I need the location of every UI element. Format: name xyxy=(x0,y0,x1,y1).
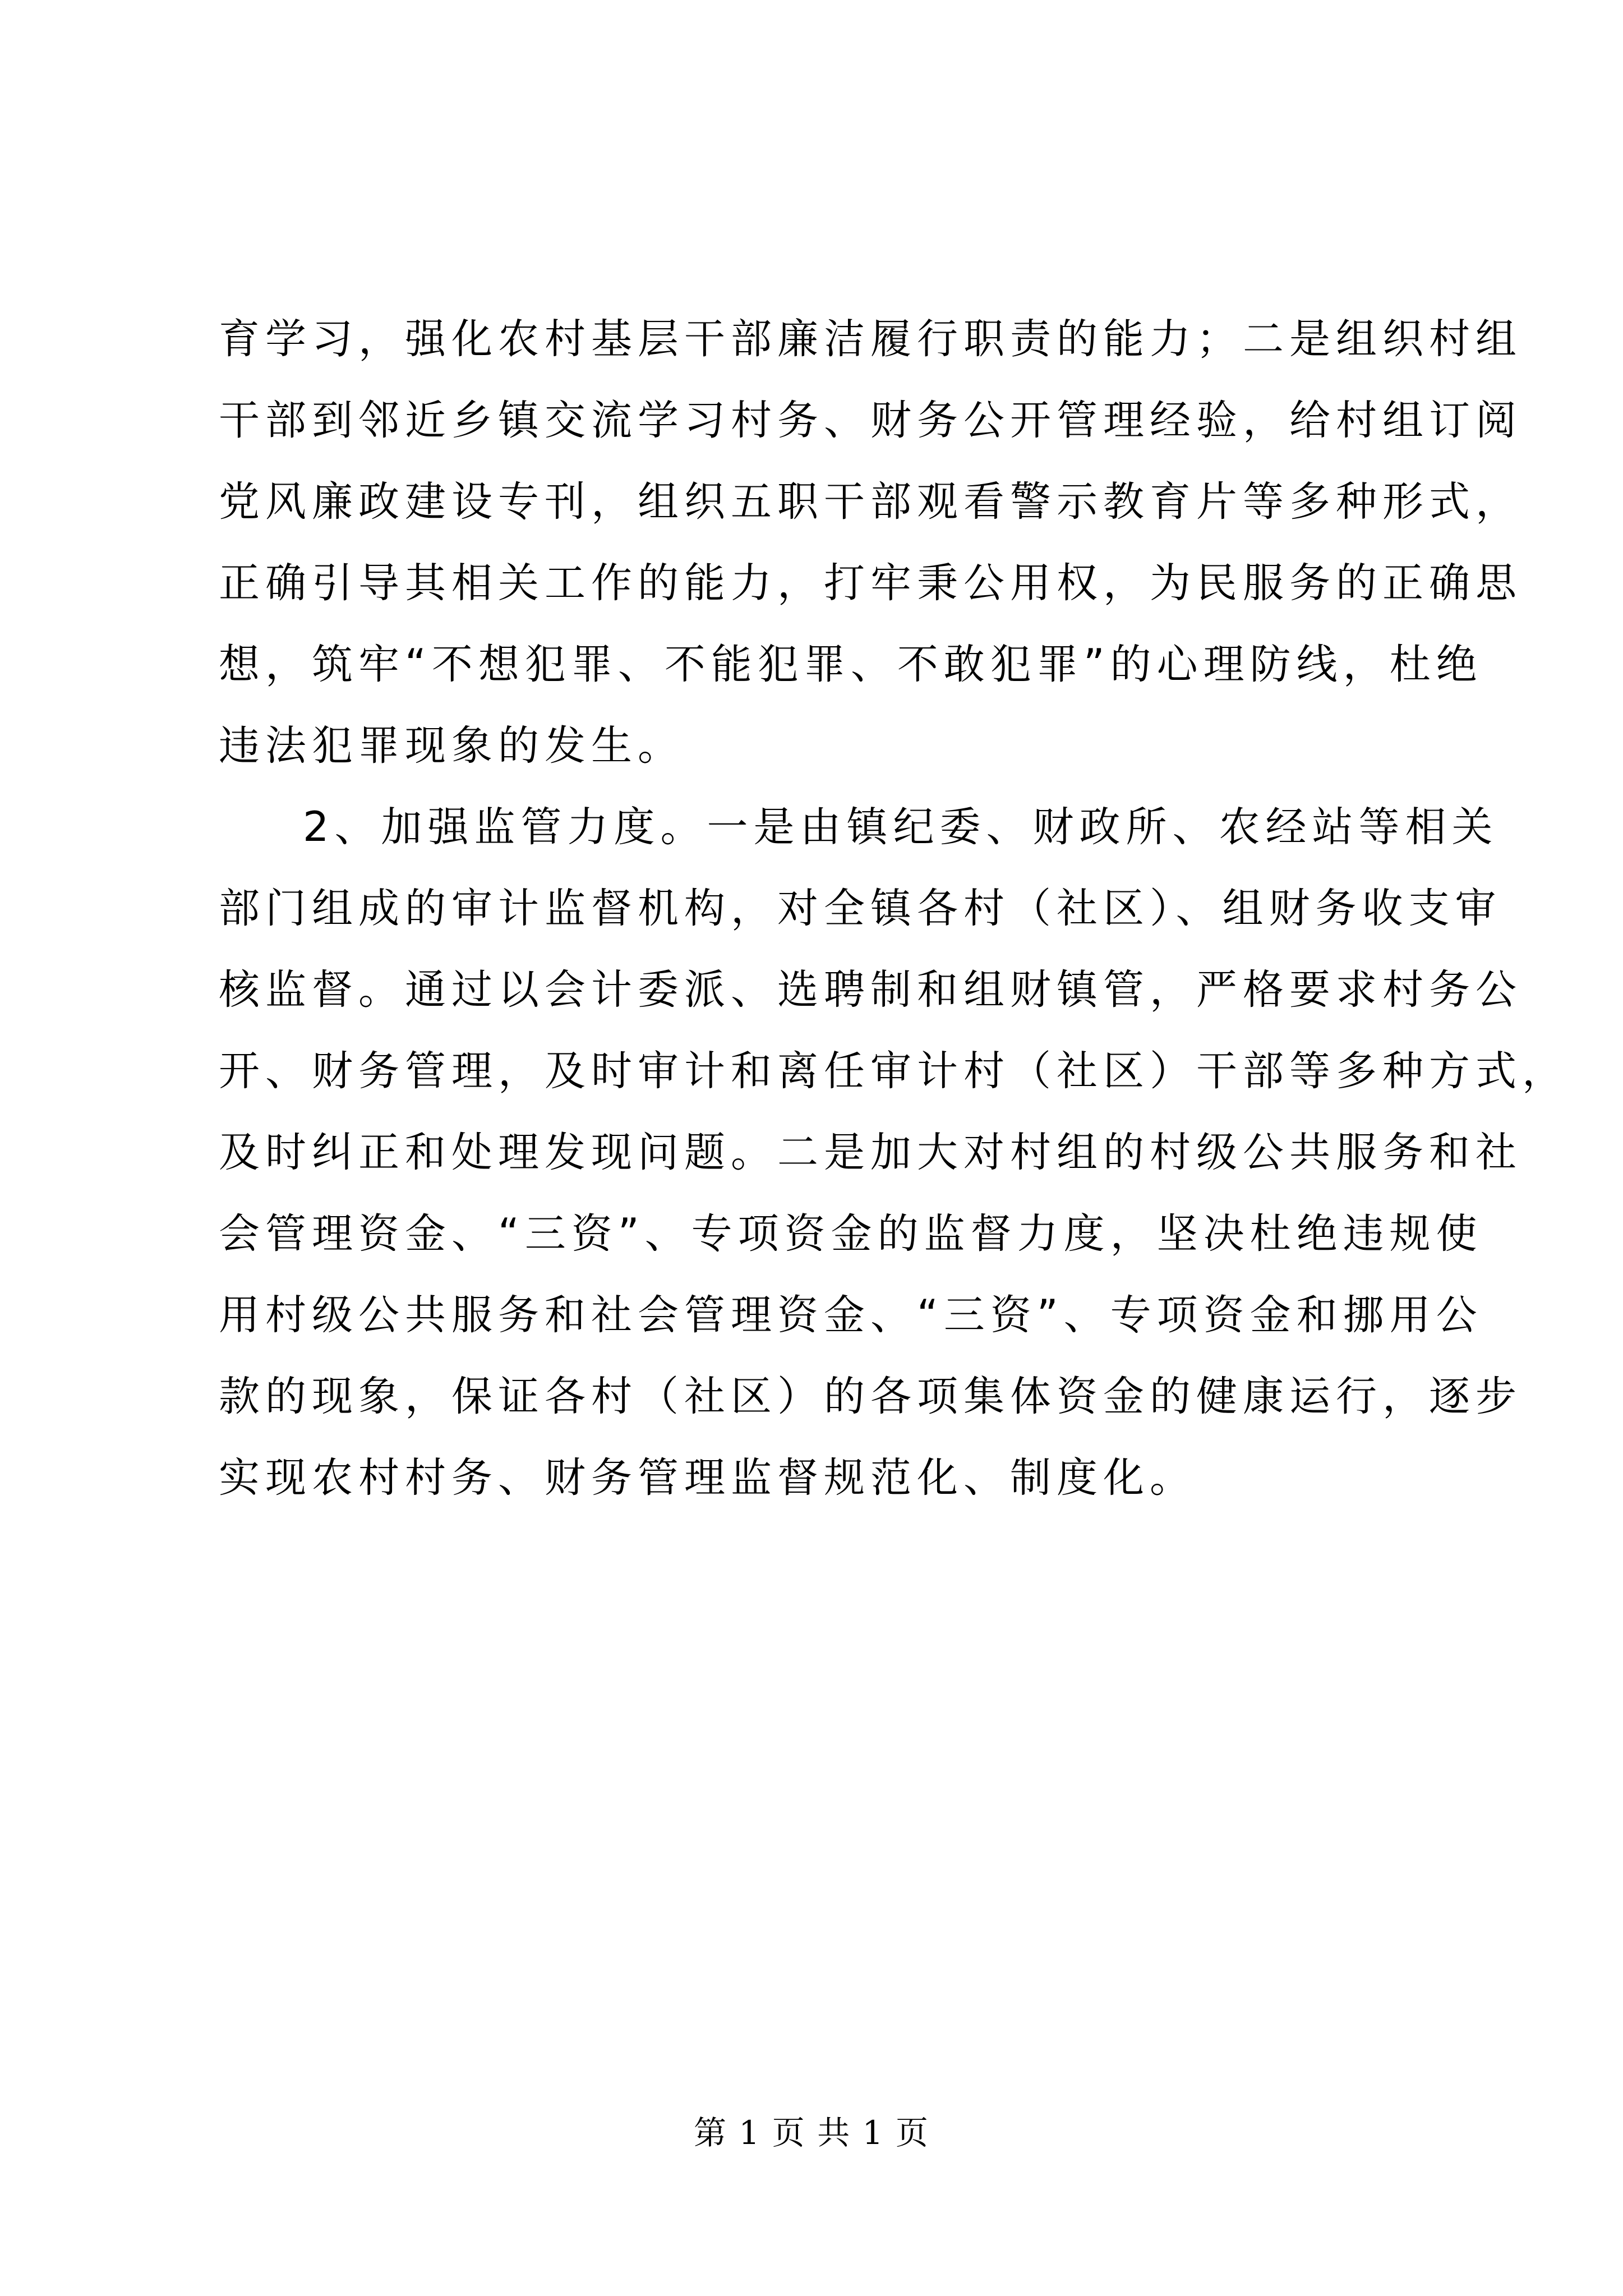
text-line: 及时纠正和处理发现问题。二是加大对村组的村级公共服务和社 xyxy=(219,1129,1522,1176)
text-line: 干部到邻近乡镇交流学习村务、财务公开管理经验，给村组订阅 xyxy=(219,397,1522,444)
paragraph-first-line: 2、加强监管力度。一是由镇纪委、财政所、农经站等相关 xyxy=(303,803,1498,851)
text-line: 正确引导其相关工作的能力，打牢秉公用权，为民服务的正确思 xyxy=(219,559,1522,607)
text-line: 核监督。通过以会计委派、选聘制和组财镇管，严格要求村务公 xyxy=(219,966,1522,1014)
text-line: 实现农村村务、财务管理监督规范化、制度化。 xyxy=(219,1454,1196,1502)
text-line: 想，筑牢“不想犯罪、不能犯罪、不敢犯罪”的心理防线，杜绝 xyxy=(219,641,1483,688)
text-line: 育学习，强化农村基层干部廉洁履行职责的能力；二是组织村组 xyxy=(219,315,1522,363)
text-line: 会管理资金、“三资”、专项资金的监督力度，坚决杜绝违规使 xyxy=(219,1210,1483,1258)
text-line: 开、财务管理，及时审计和离任审计村（社区）干部等多种方式， xyxy=(219,1047,1569,1095)
page-footer: 第 1 页 共 1 页 xyxy=(694,2114,929,2152)
text-line: 用村级公共服务和社会管理资金、“三资”、专项资金和挪用公 xyxy=(219,1291,1483,1339)
text-line: 违法犯罪现象的发生。 xyxy=(219,722,684,770)
text-line: 款的现象，保证各村（社区）的各项集体资金的健康运行，逐步 xyxy=(219,1373,1522,1420)
text-line: 党风廉政建设专刊，组织五职干部观看警示教育片等多种形式， xyxy=(219,478,1522,526)
text-line: 部门组成的审计监督机构，对全镇各村（社区）、组财务收支审 xyxy=(219,885,1502,932)
